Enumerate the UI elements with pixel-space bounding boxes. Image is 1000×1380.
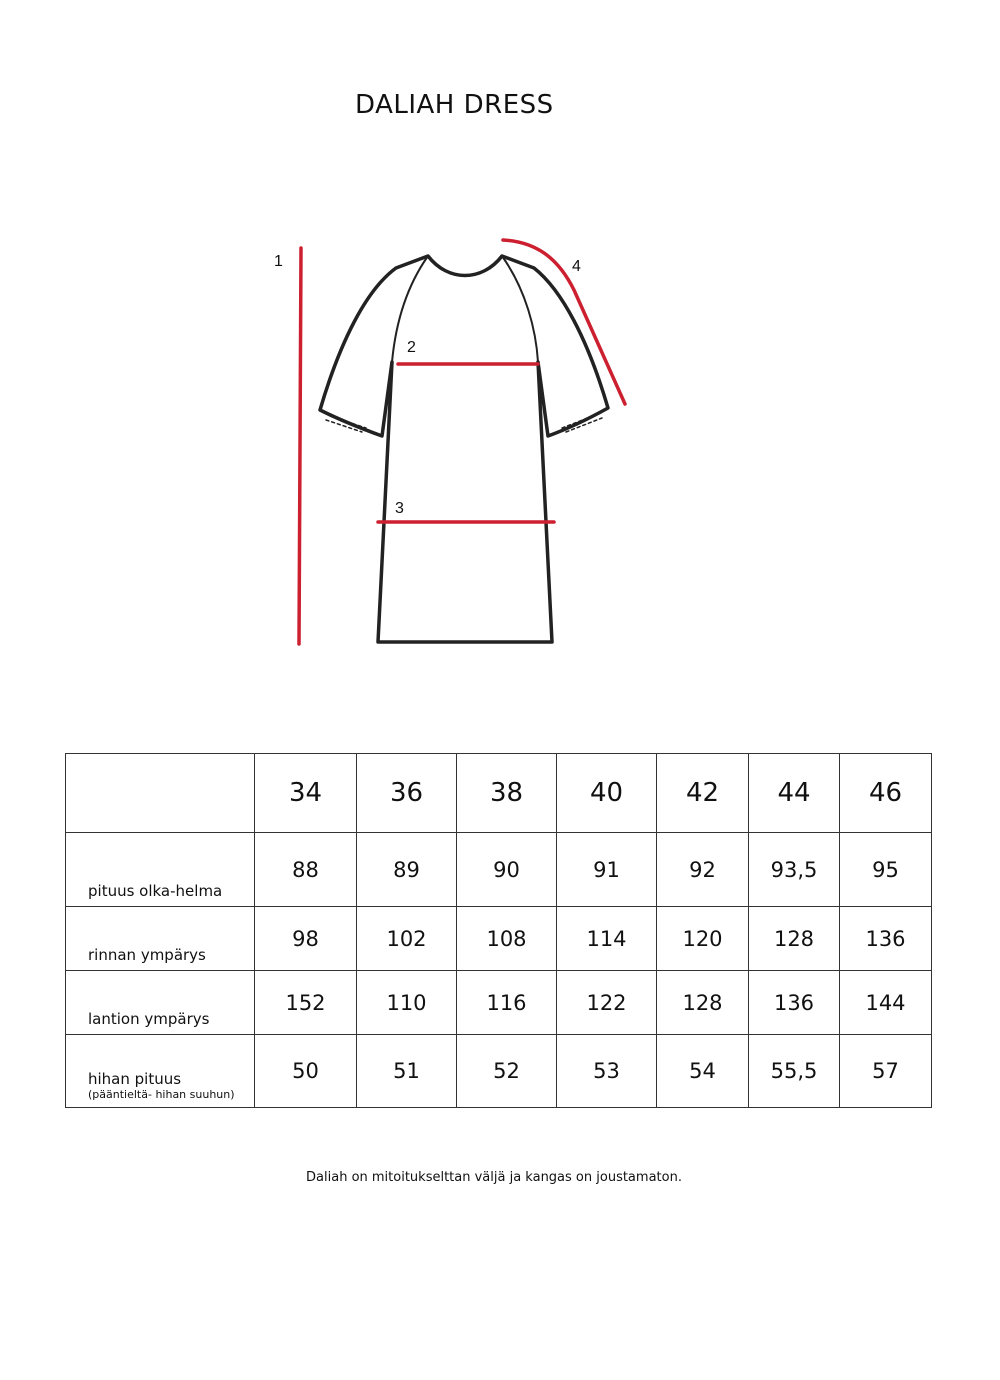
size-header: 44 xyxy=(749,754,840,833)
table-cell: 116 xyxy=(457,971,557,1035)
table-cell: 128 xyxy=(657,971,749,1035)
table-cell: 88 xyxy=(255,833,357,907)
size-header: 46 xyxy=(840,754,932,833)
size-table xyxy=(65,753,932,1108)
table-cell: 98 xyxy=(255,907,357,971)
size-header: 38 xyxy=(457,754,557,833)
size-header: 34 xyxy=(255,754,357,833)
corner-cell xyxy=(66,754,255,833)
table-cell: 136 xyxy=(749,971,840,1035)
row-label: lantion ympärys xyxy=(66,971,255,1035)
table-cell: 53 xyxy=(557,1035,657,1108)
table-cell: 90 xyxy=(457,833,557,907)
fit-note: Daliah on mitoitukselttan väljä ja kangas on joustamaton. xyxy=(306,1170,682,1185)
table-row xyxy=(66,971,932,1035)
table-cell: 122 xyxy=(557,971,657,1035)
table-cell: 128 xyxy=(749,907,840,971)
row-label: pituus olka-helma xyxy=(66,833,255,907)
length-line xyxy=(299,248,301,644)
table-cell: 93,5 xyxy=(749,833,840,907)
size-header: 40 xyxy=(557,754,657,833)
table-row xyxy=(66,1035,932,1108)
table-cell: 95 xyxy=(840,833,932,907)
table-cell: 114 xyxy=(557,907,657,971)
measurement-lines xyxy=(299,240,625,644)
row-label-text: hihan pituus xyxy=(88,1070,182,1088)
table-cell: 92 xyxy=(657,833,749,907)
table-cell: 136 xyxy=(840,907,932,971)
table-cell: 89 xyxy=(357,833,457,907)
table-cell: 52 xyxy=(457,1035,557,1108)
measurement-label-2: 2 xyxy=(407,339,416,356)
measurement-label-4: 4 xyxy=(572,258,581,275)
dress-outline xyxy=(320,256,608,642)
table-cell: 57 xyxy=(840,1035,932,1108)
table-cell: 50 xyxy=(255,1035,357,1108)
table-cell: 54 xyxy=(657,1035,749,1108)
table-row xyxy=(66,833,932,907)
table-cell: 152 xyxy=(255,971,357,1035)
table-cell: 108 xyxy=(457,907,557,971)
table-row xyxy=(66,907,932,971)
measurement-label-3: 3 xyxy=(395,500,404,517)
table-cell: 55,5 xyxy=(749,1035,840,1108)
row-label xyxy=(66,1035,255,1108)
table-cell: 102 xyxy=(357,907,457,971)
size-header-row xyxy=(66,754,932,833)
row-sublabel: (pääntieltä- hihan suuhun) xyxy=(88,1088,235,1101)
table-cell: 120 xyxy=(657,907,749,971)
size-header: 36 xyxy=(357,754,457,833)
table-cell: 51 xyxy=(357,1035,457,1108)
size-header: 42 xyxy=(657,754,749,833)
table-cell: 91 xyxy=(557,833,657,907)
table-cell: 110 xyxy=(357,971,457,1035)
row-label: rinnan ympärys xyxy=(66,907,255,971)
document-title: DALIAH DRESS xyxy=(355,90,554,120)
table-cell: 144 xyxy=(840,971,932,1035)
measurement-label-1: 1 xyxy=(274,253,283,270)
